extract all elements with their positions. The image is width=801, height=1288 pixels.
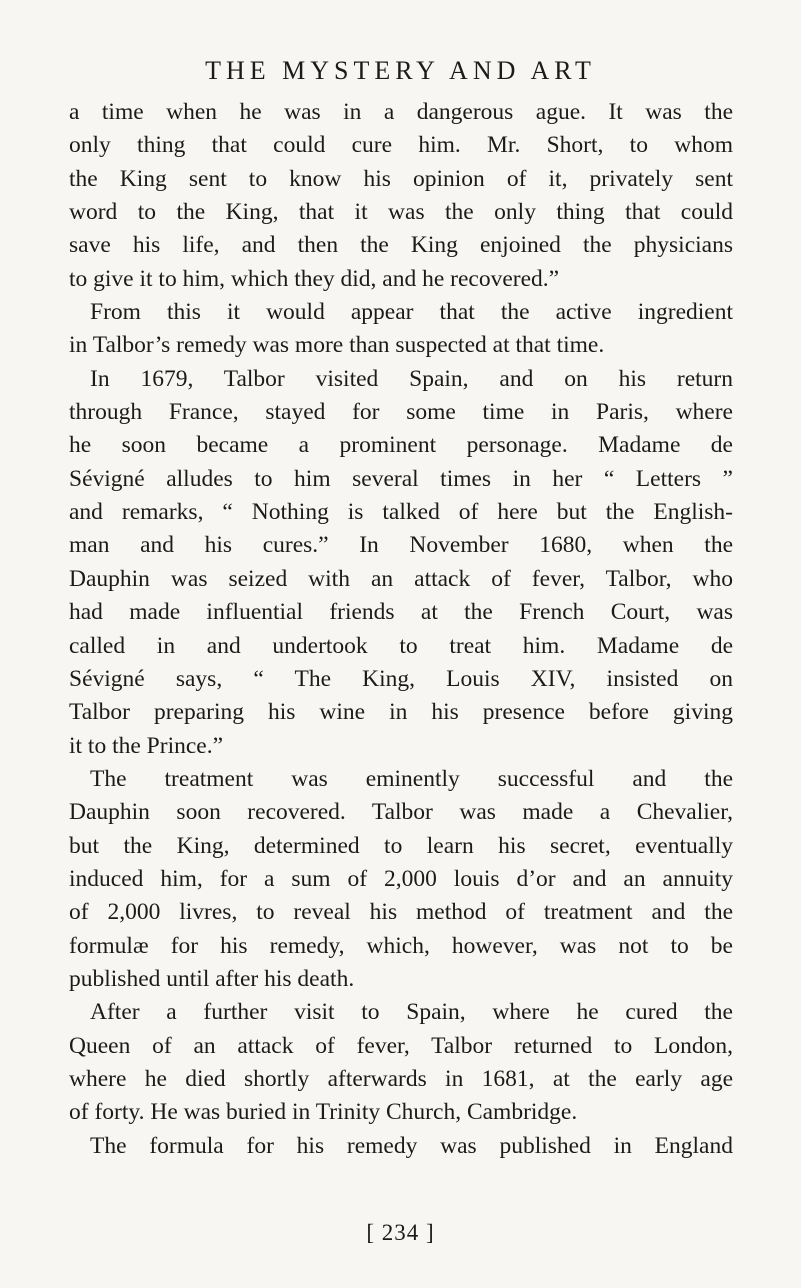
text-line: of 2,000 livres, to reveal his method of treatment and the (69, 899, 733, 926)
body-text (69, 96, 733, 1163)
text-line: In 1679, Talbor visited Spain, and on his return (90, 365, 733, 392)
text-line: Queen of an attack of fever, Talbor returned to London, (69, 1032, 733, 1059)
text-line: where he died shortly afterwards in 1681, at the early age (69, 1065, 733, 1092)
text-line: but the King, determined to learn his secret, eventually (69, 832, 733, 859)
text-line: Dauphin soon recovered. Talbor was made a Chevalier, (69, 799, 733, 826)
text-line: called in and undertook to treat him. Madame de (69, 632, 733, 659)
text-line: Sévigné alludes to him several times in her “ Letters ” (69, 465, 733, 492)
text-line: through France, stayed for some time in Paris, where (69, 399, 733, 426)
text-line: and remarks, “ Nothing is talked of here but the English- (69, 499, 733, 526)
text-line: The treatment was eminently successful and the (90, 765, 733, 792)
text-line: induced him, for a sum of 2,000 louis d’or and an annuity (69, 865, 733, 892)
text-line: it to the Prince.” (69, 732, 224, 759)
text-line: of forty. He was buried in Trinity Church, Cambridge. (69, 1099, 578, 1126)
text-line: only thing that could cure him. Mr. Short, to whom (69, 132, 733, 159)
text-line: save his life, and then the King enjoined the physicians (69, 232, 733, 259)
text-line: published until after his death. (69, 965, 355, 992)
text-line: From this it would appear that the active ingredient (90, 299, 733, 326)
text-line: to give it to him, which they did, and he recovered.” (69, 265, 560, 292)
text-line: The formula for his remedy was published in England (90, 1132, 733, 1159)
text-line: Talbor preparing his wine in his presence before giving (69, 699, 733, 726)
text-line: After a further visit to Spain, where he cured the (90, 999, 733, 1026)
text-line: word to the King, that it was the only thing that could (69, 199, 733, 226)
text-line: Sévigné says, “ The King, Louis XIV, insisted on (69, 665, 733, 692)
page-number: [ 234 ] (366, 1220, 435, 1245)
text-line: formulæ for his remedy, which, however, was not to be (69, 932, 733, 959)
text-line: Dauphin was seized with an attack of fever, Talbor, who (69, 565, 733, 592)
text-line: had made influential friends at the French Court, was (69, 599, 733, 626)
text-line: man and his cures.” In November 1680, when the (69, 532, 733, 559)
text-line: he soon became a prominent personage. Madame de (69, 432, 733, 459)
running-head: THE MYSTERY AND ART (205, 56, 596, 85)
text-line: a time when he was in a dangerous ague. It was the (69, 99, 733, 125)
text-line: in Talbor’s remedy was more than suspected at that time. (69, 332, 605, 359)
text-line: the King sent to know his opinion of it, privately sent (69, 165, 733, 192)
